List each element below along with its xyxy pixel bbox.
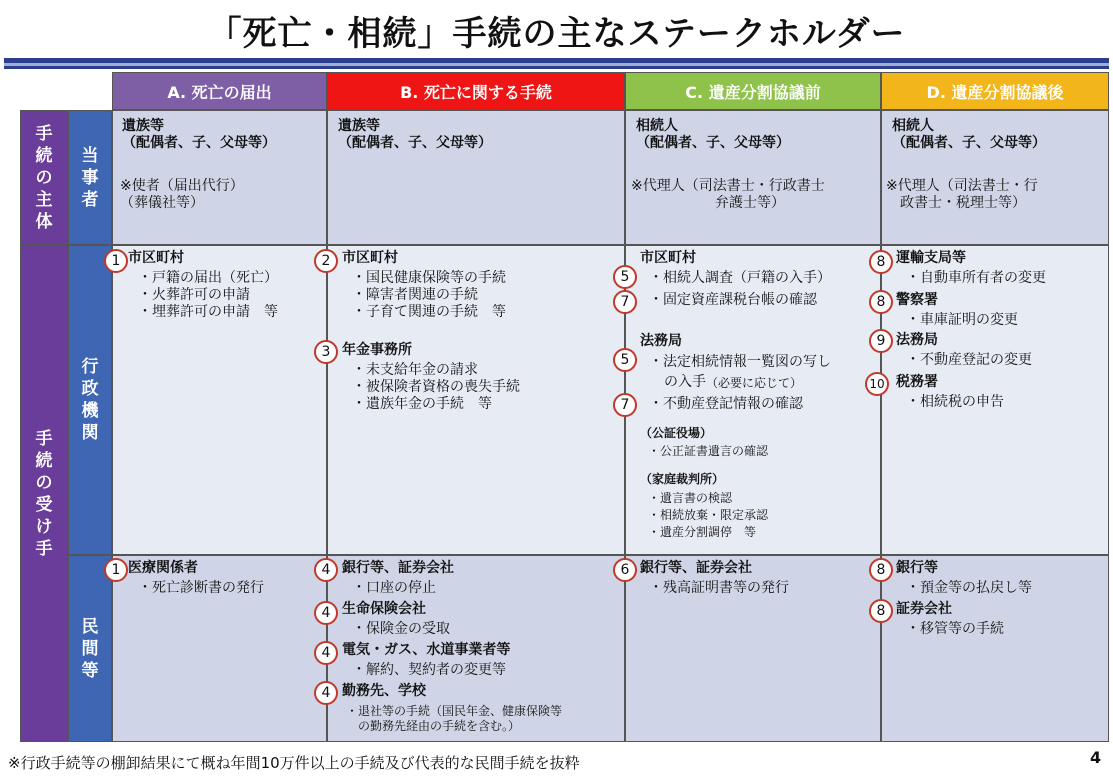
private-d-org2: 証券会社 bbox=[896, 601, 952, 617]
party-d-note: ※代理人（司法書士・行 政書士・税理士等） bbox=[886, 178, 1038, 211]
admin-d-item2: ・車庫証明の変更 bbox=[906, 312, 1018, 328]
footnote: ※行政手続等の棚卸結果にて概ね年間10万件以上の手続及び代表的な民間手続を抜粋 bbox=[8, 754, 580, 772]
private-d-org1: 銀行等 bbox=[896, 560, 938, 576]
private-b-org4: 勤務先、学校 bbox=[342, 683, 426, 699]
party-c-head: 相続人 （配偶者、子、父母等） bbox=[636, 118, 790, 151]
private-b-org2: 生命保険会社 bbox=[342, 601, 426, 617]
admin-c-items5: ・公正証書遺言の確認 bbox=[648, 444, 769, 458]
private-d-item2: ・移管等の手続 bbox=[906, 621, 1004, 637]
column-header-b: B. 死亡に関する手続 bbox=[327, 72, 625, 110]
step-number-badge: 4 bbox=[314, 641, 338, 665]
step-number-badge: 1 bbox=[104, 558, 128, 582]
party-d-head: 相続人 （配偶者、子、父母等） bbox=[892, 118, 1046, 151]
private-c-org: 銀行等、証券会社 bbox=[640, 560, 752, 576]
step-number-badge: 2 bbox=[314, 249, 338, 273]
row-label-admin: 行 政 機 関 bbox=[68, 245, 112, 555]
admin-b-org2: 年金事務所 bbox=[342, 342, 412, 358]
step-number-badge: 1 bbox=[104, 249, 128, 273]
step-number-badge: 7 bbox=[613, 290, 637, 314]
admin-d-org4: 税務署 bbox=[896, 374, 938, 390]
step-number-badge: 7 bbox=[613, 393, 637, 417]
step-number-badge: 9 bbox=[869, 329, 893, 353]
party-a-head: 遺族等 （配偶者、子、父母等） bbox=[122, 118, 276, 151]
step-number-badge: 5 bbox=[613, 265, 637, 289]
page-title: 「死亡・相続」手続の主なステークホルダー bbox=[207, 14, 906, 54]
admin-c-items6: ・遺言書の検認 ・相続放棄・限定承認 ・遺産分割調停 等 bbox=[648, 491, 769, 539]
step-number-badge: 6 bbox=[613, 558, 637, 582]
admin-c-item3c: （必要に応じて） bbox=[706, 376, 803, 390]
step-number-badge: 8 bbox=[869, 558, 893, 582]
admin-d-item3: ・不動産登記の変更 bbox=[906, 352, 1032, 368]
admin-c-item3b: の入手 bbox=[664, 374, 706, 390]
private-a-item: ・死亡診断書の発行 bbox=[138, 580, 264, 596]
column-header-d: D. 遺産分割協議後 bbox=[881, 72, 1109, 110]
step-number-badge: 8 bbox=[869, 599, 893, 623]
group-label-receiver: 手 続 の 受 け 手 bbox=[20, 245, 68, 742]
row-label-private: 民 間 等 bbox=[68, 555, 112, 742]
admin-a-org: 市区町村 bbox=[128, 250, 184, 266]
admin-d-org3: 法務局 bbox=[896, 332, 938, 348]
admin-c-item1: ・相続人調査（戸籍の入手） bbox=[649, 270, 831, 286]
step-number-badge: 8 bbox=[869, 250, 893, 274]
page-number: 4 bbox=[1090, 748, 1102, 767]
admin-b-org1: 市区町村 bbox=[342, 250, 398, 266]
party-b-head: 遺族等 （配偶者、子、父母等） bbox=[338, 118, 492, 151]
admin-d-item4: ・相続税の申告 bbox=[906, 394, 1004, 410]
step-number-badge: 3 bbox=[314, 340, 338, 364]
step-number-badge: 10 bbox=[865, 372, 889, 396]
private-b-item1: ・口座の停止 bbox=[352, 580, 436, 596]
admin-c-item3a: ・法定相続情報一覧図の写し bbox=[649, 354, 831, 370]
admin-c-org4: （家庭裁判所） bbox=[640, 472, 725, 486]
private-b-item3: ・解約、契約者の変更等 bbox=[352, 662, 506, 678]
private-b-org1: 銀行等、証券会社 bbox=[342, 560, 454, 576]
party-a-note: ※使者（届出代行） （葬儀社等） bbox=[120, 178, 244, 211]
step-number-badge: 4 bbox=[314, 601, 338, 625]
private-c-item: ・残高証明書等の発行 bbox=[649, 580, 789, 596]
admin-c-org1: 市区町村 bbox=[640, 250, 696, 266]
private-b-org3: 電気・ガス、水道事業者等 bbox=[342, 642, 511, 658]
private-b-item2: ・保険金の受取 bbox=[352, 621, 450, 637]
private-a-org: 医療関係者 bbox=[128, 560, 198, 576]
title-rule-lower bbox=[4, 66, 1109, 69]
column-header-c: C. 遺産分割協議前 bbox=[625, 72, 881, 110]
admin-b-items2: ・未支給年金の請求 ・被保険者資格の喪失手続 ・遺族年金の手続 等 bbox=[352, 362, 520, 412]
step-number-badge: 8 bbox=[869, 290, 893, 314]
private-d-item1: ・預金等の払戻し等 bbox=[906, 580, 1032, 596]
row-label-party: 当 事 者 bbox=[68, 110, 112, 245]
step-number-badge: 4 bbox=[314, 681, 338, 705]
step-number-badge: 4 bbox=[314, 558, 338, 582]
admin-d-org1: 運輸支局等 bbox=[896, 250, 966, 266]
admin-c-item4: ・不動産登記情報の確認 bbox=[649, 396, 803, 412]
column-header-a: A. 死亡の届出 bbox=[112, 72, 327, 110]
admin-d-org2: 警察署 bbox=[896, 292, 938, 308]
group-label-subject: 手 続 の 主 体 bbox=[20, 110, 68, 245]
admin-c-org3: （公証役場） bbox=[640, 426, 713, 440]
admin-d-item1: ・自動車所有者の変更 bbox=[906, 270, 1046, 286]
admin-c-org2: 法務局 bbox=[640, 333, 682, 349]
step-number-badge: 5 bbox=[613, 348, 637, 372]
admin-c-item2: ・固定資産課税台帳の確認 bbox=[649, 292, 817, 308]
admin-b-items1: ・国民健康保険等の手続 ・障害者関連の手続 ・子育て関連の手続 等 bbox=[352, 270, 506, 320]
admin-a-items: ・戸籍の届出（死亡） ・火葬許可の申請 ・埋葬許可の申請 等 bbox=[138, 270, 278, 320]
private-b-item4: ・退社等の手続（国民年金、健康保険等 の勤務先経由の手続を含む。） bbox=[346, 704, 563, 733]
party-c-note: ※代理人（司法書士・行政書士 弁護士等） bbox=[631, 178, 825, 211]
